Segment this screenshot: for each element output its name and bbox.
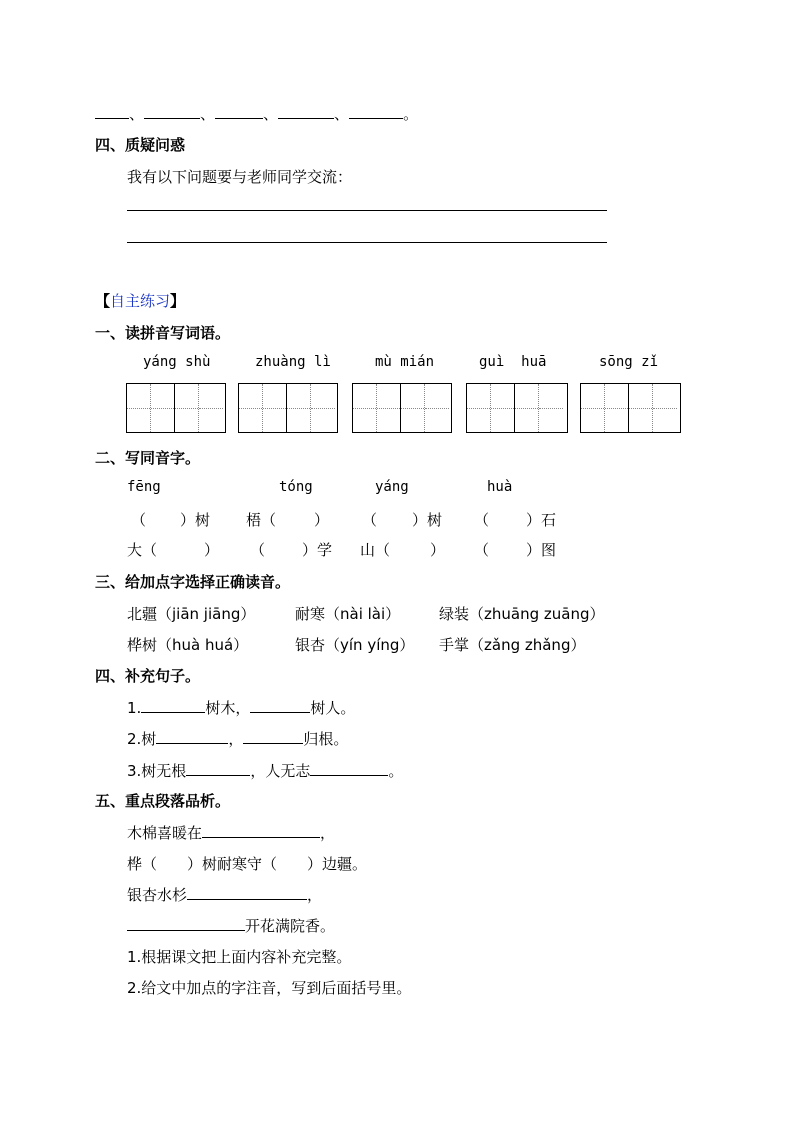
q4-heading: 四、补充句子。 xyxy=(95,667,201,685)
writing-grid[interactable] xyxy=(126,383,226,433)
q3-heading: 三、给加点字选择正确读音。 xyxy=(95,573,291,591)
q5-heading: 五、重点段落品析。 xyxy=(95,792,231,810)
blank[interactable] xyxy=(310,761,388,776)
bracket-close: 】 xyxy=(170,292,186,310)
grid-cell[interactable] xyxy=(199,384,223,432)
paren: （ xyxy=(250,541,266,559)
sentence-text: 归根。 xyxy=(303,730,349,748)
reading-choice[interactable]: 银杏（yín yíng） xyxy=(295,636,415,654)
sentence-text: ， xyxy=(228,730,244,748)
paren: ） xyxy=(430,541,446,559)
grid-cell[interactable] xyxy=(629,384,653,432)
grid-cell[interactable] xyxy=(401,384,425,432)
sentence-3 xyxy=(127,760,403,781)
grid-cell[interactable] xyxy=(151,384,175,432)
blank[interactable] xyxy=(278,104,334,119)
writing-grid[interactable] xyxy=(466,383,568,433)
grid-cell[interactable] xyxy=(539,384,563,432)
reading-choice[interactable]: 绿装（zhuāng zuāng） xyxy=(439,605,605,623)
passage-line-2 xyxy=(127,853,367,874)
questions-prompt: 我有以下问题要与老师同学交流： xyxy=(127,168,353,186)
homophone-row-1-item xyxy=(131,509,146,530)
homophone-row-1-item xyxy=(474,509,489,530)
passage-text: 银杏水杉 xyxy=(127,886,188,904)
q2-heading: 二、写同音字。 xyxy=(95,449,201,467)
homophone-row-1-item xyxy=(246,509,276,530)
paren: （ xyxy=(131,511,147,529)
pinyin-label: yáng shù xyxy=(143,354,211,370)
paren: ） xyxy=(314,511,330,529)
paren-text: ）图 xyxy=(526,541,557,559)
passage-task-2: 2.给文中加点的字注音，写到后面括号里。 xyxy=(127,979,412,997)
practice-title-text: 自主练习 xyxy=(110,292,171,310)
paren-text: 梧（ xyxy=(246,511,277,529)
paren-text: ）石 xyxy=(526,511,557,529)
sentence-2 xyxy=(127,728,348,749)
homophone-row-2-item xyxy=(360,539,390,560)
blank[interactable] xyxy=(243,729,303,744)
bracket-open: 【 xyxy=(95,292,111,310)
passage-line-3 xyxy=(127,884,322,905)
blank[interactable] xyxy=(141,698,205,713)
passage-text: 开花满院香。 xyxy=(245,917,336,935)
sentence-text: 。 xyxy=(388,762,404,780)
separator: 、 xyxy=(263,105,279,123)
paren: （ xyxy=(362,511,378,529)
separator: 、 xyxy=(129,105,145,123)
reading-choice[interactable]: 耐寒（nài lài） xyxy=(295,605,401,623)
paren-text: ）树 xyxy=(412,511,443,529)
separator: 、 xyxy=(334,105,350,123)
paren: ） xyxy=(204,541,220,559)
pinyin-label: huà xyxy=(487,479,513,495)
blank[interactable] xyxy=(215,104,263,119)
grid-cell[interactable] xyxy=(491,384,515,432)
passage-line-1 xyxy=(127,822,335,843)
paren-text: ）学 xyxy=(302,541,333,559)
blank[interactable] xyxy=(95,104,129,119)
pinyin-label: tóng xyxy=(279,479,313,495)
passage-text: 桦（ xyxy=(127,855,158,873)
homophone-row-1-item xyxy=(362,509,377,530)
grid-cell[interactable] xyxy=(377,384,401,432)
reading-choice[interactable]: 北疆（jiān jiāng） xyxy=(127,605,256,623)
sentence-1 xyxy=(127,697,355,718)
grid-cell[interactable] xyxy=(311,384,335,432)
grid-cell[interactable] xyxy=(581,384,605,432)
grid-cell[interactable] xyxy=(605,384,629,432)
passage-line-4 xyxy=(127,915,335,936)
grid-cell[interactable] xyxy=(515,384,539,432)
practice-title xyxy=(95,290,185,311)
paren-text: 山（ xyxy=(360,541,391,559)
sentence-text: 树人。 xyxy=(310,699,356,717)
writing-grid[interactable] xyxy=(352,383,452,433)
q1-heading: 一、读拼音写词语。 xyxy=(95,324,231,342)
blank[interactable] xyxy=(187,885,307,900)
paren: （ xyxy=(474,511,490,529)
sentence-text: ，人无志 xyxy=(250,762,311,780)
grid-cell[interactable] xyxy=(653,384,677,432)
blank[interactable] xyxy=(202,823,320,838)
reading-choice[interactable]: 手掌（zǎng zhǎng） xyxy=(439,636,586,654)
top-blanks-line xyxy=(95,103,418,124)
blank[interactable] xyxy=(186,761,250,776)
homophone-row-2-item xyxy=(526,539,556,560)
homophone-row-2-item xyxy=(250,539,265,560)
homophone-row-2-item xyxy=(204,539,219,560)
paren: （ xyxy=(474,541,490,559)
sentence-text: 1. xyxy=(127,699,142,717)
homophone-row-1-item xyxy=(412,509,442,530)
passage-text: ）边疆。 xyxy=(307,855,368,873)
period: 。 xyxy=(403,105,419,123)
grid-cell[interactable] xyxy=(353,384,377,432)
grid-cell[interactable] xyxy=(263,384,287,432)
sentence-text: 2.树 xyxy=(127,730,157,748)
passage-text: ）树耐寒守（ xyxy=(187,855,278,873)
section-heading-questions: 四、质疑问惑 xyxy=(95,136,186,154)
homophone-row-1-item xyxy=(314,509,329,530)
blank[interactable] xyxy=(127,916,245,931)
writing-grid[interactable] xyxy=(238,383,338,433)
homophone-row-2-item xyxy=(127,539,157,560)
grid-cell[interactable] xyxy=(425,384,449,432)
blank[interactable] xyxy=(144,104,200,119)
reading-choice[interactable]: 桦树（huà huá） xyxy=(127,636,249,654)
sentence-text: 树木， xyxy=(205,699,251,717)
passage-text: ， xyxy=(307,886,323,904)
pinyin-label: fēng xyxy=(127,479,161,495)
grid-cell[interactable] xyxy=(175,384,199,432)
grid-cell[interactable] xyxy=(127,384,151,432)
pinyin-label: yáng xyxy=(375,479,409,495)
blank[interactable] xyxy=(250,698,310,713)
grid-cell[interactable] xyxy=(467,384,491,432)
homophone-row-2-item xyxy=(430,539,445,560)
sentence-text: 3.树无根 xyxy=(127,762,187,780)
grid-cell[interactable] xyxy=(239,384,263,432)
pinyin-label: zhuàng lì xyxy=(255,354,331,370)
paren-text: ）树 xyxy=(180,511,211,529)
paren-text: 大（ xyxy=(127,541,158,559)
grid-cell[interactable] xyxy=(287,384,311,432)
writing-grid[interactable] xyxy=(580,383,681,433)
homophone-row-2-item xyxy=(474,539,489,560)
answer-line-2[interactable] xyxy=(127,242,607,243)
blank[interactable] xyxy=(156,729,228,744)
separator: 、 xyxy=(200,105,216,123)
answer-line-1[interactable] xyxy=(127,210,607,211)
pinyin-label: guì huā xyxy=(479,354,547,370)
homophone-row-2-item xyxy=(302,539,332,560)
passage-text: 木棉喜暖在 xyxy=(127,824,203,842)
passage-text: ， xyxy=(320,824,336,842)
pinyin-label: sōng zǐ xyxy=(599,354,659,370)
passage-task-1: 1.根据课文把上面内容补充完整。 xyxy=(127,948,352,966)
blank[interactable] xyxy=(349,104,403,119)
pinyin-label: mù mián xyxy=(375,354,435,370)
homophone-row-1-item xyxy=(180,509,210,530)
homophone-row-1-item xyxy=(526,509,556,530)
